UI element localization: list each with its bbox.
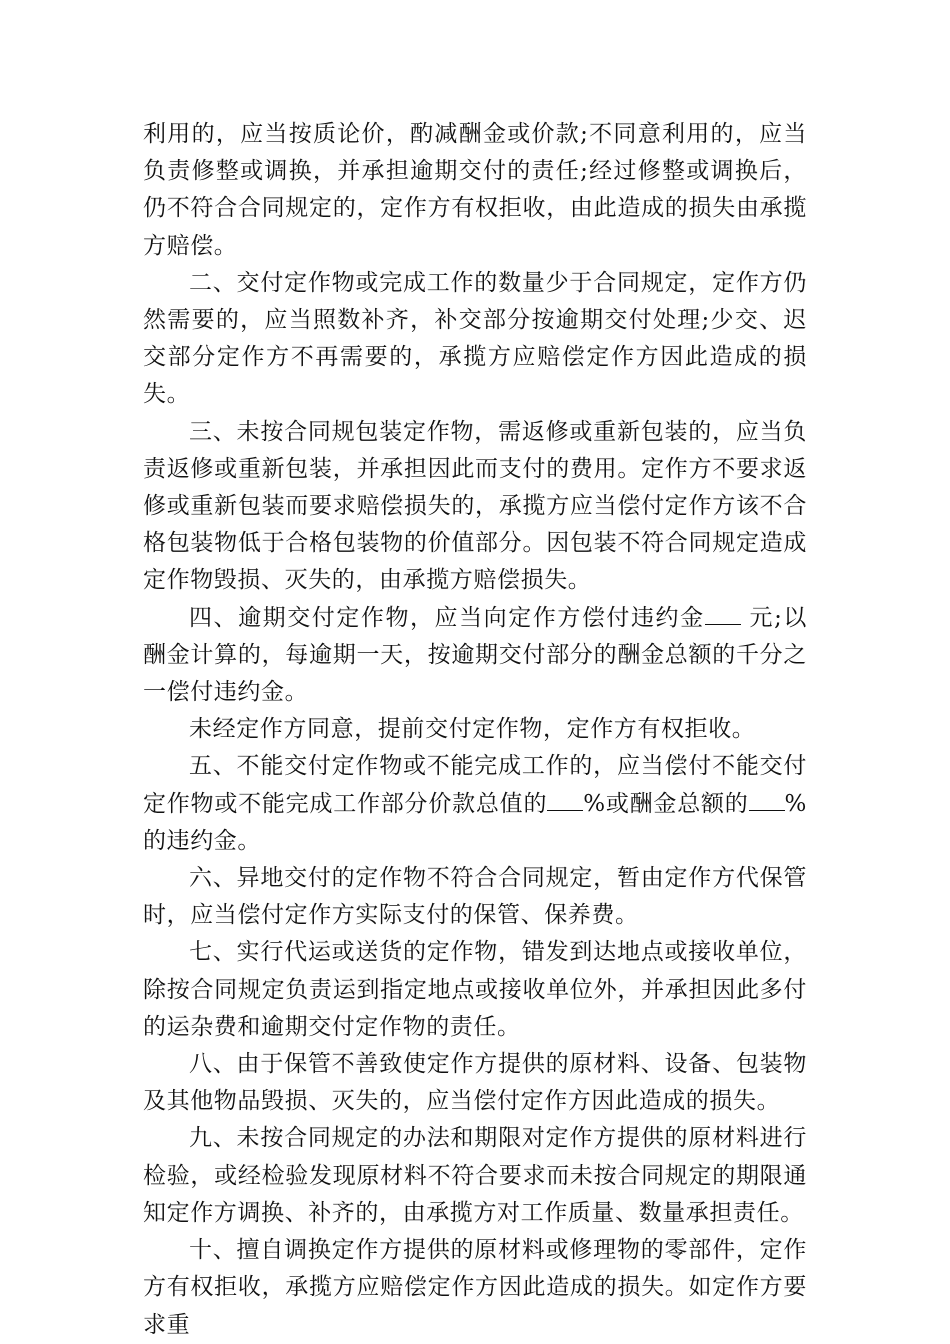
paragraph-text: 元;以酬金计算的，每逾期一天，按逾期交付部分的酬金总额的千分之一偿付违约金。: [143, 604, 807, 706]
paragraph-clause-7: [143, 934, 807, 1046]
paragraph-clause-10: [143, 1232, 807, 1344]
paragraph-text: 二、交付定作物或完成工作的数量少于合同规定，定作方仍然需要的，应当照数补齐，补交部分按逾期交付处理;少交、迟交部分定作方不再需要的，承揽方应赔偿定作方因此造成的损失。: [143, 269, 807, 408]
blank-amount-field[interactable]: [705, 604, 741, 625]
document-body: [143, 116, 807, 1344]
paragraph-clause-9: [143, 1120, 807, 1232]
blank-percent-field-1[interactable]: [547, 790, 583, 811]
paragraph-early-delivery: [143, 711, 807, 748]
paragraph-clause-5: [143, 748, 807, 860]
paragraph-clause-6: [143, 860, 807, 934]
blank-percent-field-2[interactable]: [749, 790, 785, 811]
paragraph-text: %的违约金。: [143, 790, 808, 854]
paragraph-text: 六、异地交付的定作物不符合合同规定，暂由定作方代保管时，应当偿付定作方实际支付的保管、保养费。: [143, 865, 807, 929]
paragraph-continuation: [143, 116, 807, 265]
paragraph-text: 五、不能交付定作物或不能完成工作的，应当偿付不能交付定作物或不能完成工作部分价款总值的: [143, 753, 807, 817]
paragraph-clause-2: [143, 265, 807, 414]
paragraph-clause-8: [143, 1046, 807, 1120]
paragraph-text: 八、由于保管不善致使定作方提供的原材料、设备、包装物及其他物品毁损、灭失的，应当偿付定作方因此造成的损失。: [143, 1051, 807, 1115]
paragraph-text: 利用的，应当按质论价，酌减酬金或价款;不同意利用的，应当负责修整或调换，并承担逾期交付的责任;经过修整或调换后，仍不符合合同规定的，定作方有权拒收，由此造成的损失由承揽方赔偿。: [143, 121, 807, 259]
paragraph-text: 九、未按合同规定的办法和期限对定作方提供的原材料进行检验，或经检验发现原材料不符合要求而未按合同规定的期限通知定作方调换、补齐的，由承揽方对工作质量、数量承担责任。: [143, 1125, 807, 1226]
paragraph-clause-3: [143, 414, 807, 600]
paragraph-text: %或酬金总额的: [583, 790, 749, 817]
paragraph-text: 三、未按合同规包装定作物，需返修或重新包装的，应当负责返修或重新包装，并承担因此而支付的费用。定作方不要求返修或重新包装而要求赔偿损失的，承揽方应当偿付定作方该不合格包装物低于合格包装物的价值部分。因包装不符合同规定造成定作物毁损、灭失的，由承揽方赔偿损失。: [143, 418, 807, 594]
paragraph-text: 七、实行代运或送货的定作物，错发到达地点或接收单位，除按合同规定负责运到指定地点或接收单位外，并承担因此多付的运杂费和逾期交付定作物的责任。: [143, 939, 807, 1040]
paragraph-clause-4: [143, 600, 807, 712]
paragraph-text: 未经定作方同意，提前交付定作物，定作方有权拒收。: [189, 716, 756, 743]
paragraph-text: 十、擅自调换定作方提供的原材料或修理物的零部件，定作方有权拒收，承揽方应赔偿定作方因此造成的损失。如定作方要求重: [143, 1237, 807, 1338]
paragraph-text: 四、逾期交付定作物，应当向定作方偿付违约金: [189, 604, 705, 631]
